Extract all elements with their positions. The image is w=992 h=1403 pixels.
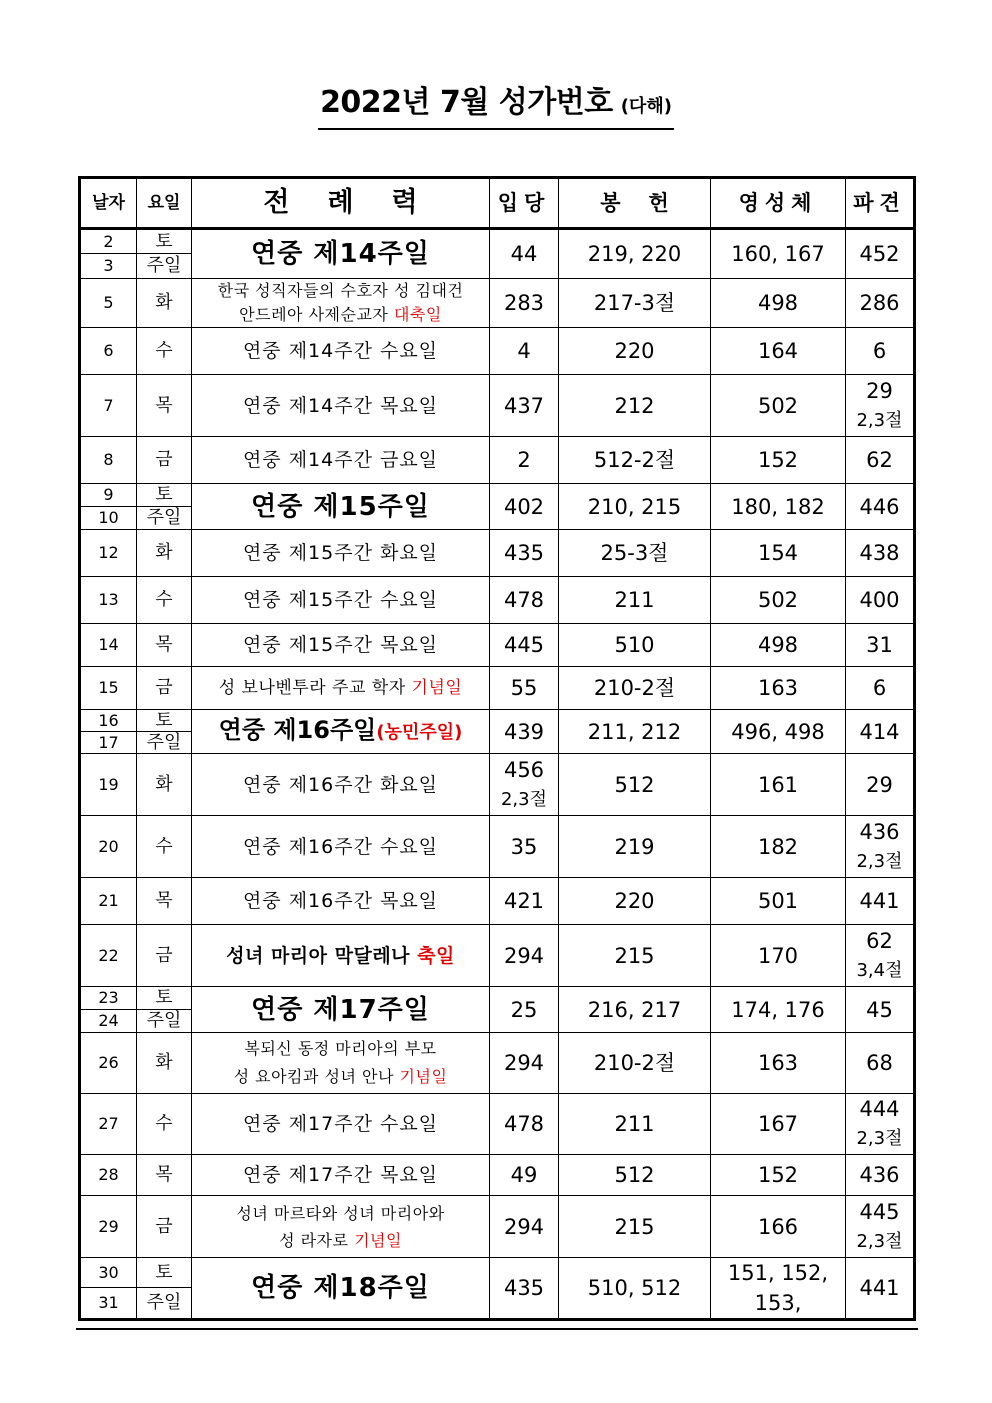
liturgy-cell: 연중 제16주간 수요일 bbox=[192, 816, 490, 878]
communion-cell: 152 bbox=[711, 1155, 846, 1196]
day-cell: 30 bbox=[80, 1258, 137, 1288]
offertory-cell: 211 bbox=[559, 577, 711, 624]
day-cell: 16 bbox=[80, 710, 137, 732]
weekday-cell: 수 bbox=[137, 816, 192, 878]
header-liturgy: 전례력 bbox=[192, 178, 490, 229]
liturgy-line bbox=[192, 303, 489, 327]
entrance-cell: 439 bbox=[490, 710, 559, 754]
liturgy-cell: 연중 제14주일 bbox=[192, 229, 490, 279]
entrance-cell: 2 bbox=[490, 437, 559, 484]
dismissal-cell: 6 bbox=[846, 328, 915, 375]
liturgy-note: (농민주일) bbox=[376, 722, 463, 743]
day-cell: 6 bbox=[80, 328, 137, 375]
entrance-cell: 445 bbox=[490, 624, 559, 667]
table-row bbox=[80, 279, 915, 328]
liturgy-cell: 연중 제14주간 금요일 bbox=[192, 437, 490, 484]
dismissal-cell: 446 bbox=[846, 484, 915, 530]
day-cell: 13 bbox=[80, 577, 137, 624]
communion-cell: 163 bbox=[711, 667, 846, 710]
offertory-cell: 215 bbox=[559, 1196, 711, 1258]
communion-cell: 163 bbox=[711, 1033, 846, 1094]
weekday-cell: 주일 bbox=[137, 732, 192, 754]
day-cell: 21 bbox=[80, 878, 137, 925]
dismissal-verses: 2,3절 bbox=[856, 850, 903, 872]
weekday-cell: 주일 bbox=[137, 1010, 192, 1033]
feast-rank: 축일 bbox=[417, 944, 455, 967]
entrance-cell: 294 bbox=[490, 1196, 559, 1258]
entrance-cell: 35 bbox=[490, 816, 559, 878]
liturgy-line bbox=[192, 1063, 489, 1091]
entrance-cell: 437 bbox=[490, 375, 559, 437]
table-row bbox=[80, 437, 915, 484]
liturgy-cell bbox=[192, 925, 490, 987]
offertory-cell: 210, 215 bbox=[559, 484, 711, 530]
table-row bbox=[80, 328, 915, 375]
entrance-cell: 478 bbox=[490, 1094, 559, 1155]
liturgy-cell: 연중 제14주간 목요일 bbox=[192, 375, 490, 437]
weekday-cell: 목 bbox=[137, 375, 192, 437]
liturgy-cell: 연중 제15주간 목요일 bbox=[192, 624, 490, 667]
header-day: 날자 bbox=[80, 178, 137, 229]
table-row bbox=[80, 816, 915, 878]
communion-cell: 502 bbox=[711, 577, 846, 624]
liturgy-line: 복되신 동정 마리아의 부모 bbox=[244, 1039, 437, 1058]
liturgy-cell bbox=[192, 667, 490, 710]
dismissal-cell: 6 bbox=[846, 667, 915, 710]
dismissal-cell: 286 bbox=[846, 279, 915, 328]
liturgy-text: 성 요아킴과 성녀 안나 bbox=[233, 1067, 400, 1086]
dismissal-cell: 400 bbox=[846, 577, 915, 624]
table-row bbox=[80, 1094, 915, 1155]
liturgy-text: 안드레아 사제순교자 bbox=[239, 305, 394, 324]
communion-cell: 170 bbox=[711, 925, 846, 987]
offertory-cell: 212 bbox=[559, 375, 711, 437]
day-cell: 23 bbox=[80, 987, 137, 1010]
table-row bbox=[80, 1196, 915, 1258]
bottom-rule bbox=[76, 1328, 918, 1330]
liturgy-cell: 연중 제15주간 화요일 bbox=[192, 530, 490, 577]
table-row bbox=[80, 987, 915, 1010]
communion-cell: 180, 182 bbox=[711, 484, 846, 530]
offertory-cell: 211 bbox=[559, 1094, 711, 1155]
day-cell: 14 bbox=[80, 624, 137, 667]
table-row bbox=[80, 375, 915, 437]
liturgy-line: 성녀 마르타와 성녀 마리아와 bbox=[236, 1203, 445, 1223]
day-cell: 28 bbox=[80, 1155, 137, 1196]
liturgy-cell bbox=[192, 1033, 490, 1094]
dismissal-cell bbox=[846, 1094, 915, 1155]
feast-rank: 대축일 bbox=[393, 305, 442, 324]
weekday-cell: 목 bbox=[137, 624, 192, 667]
liturgy-cell: 연중 제16주간 목요일 bbox=[192, 878, 490, 925]
communion-cell: 182 bbox=[711, 816, 846, 878]
day-cell: 27 bbox=[80, 1094, 137, 1155]
offertory-cell: 25-3절 bbox=[559, 530, 711, 577]
day-cell: 22 bbox=[80, 925, 137, 987]
offertory-cell: 220 bbox=[559, 328, 711, 375]
dismissal-cell: 31 bbox=[846, 624, 915, 667]
liturgy-line bbox=[192, 1227, 489, 1254]
weekday-cell: 금 bbox=[137, 925, 192, 987]
communion-cell: 501 bbox=[711, 878, 846, 925]
weekday-cell: 수 bbox=[137, 577, 192, 624]
dismissal-cell bbox=[846, 816, 915, 878]
communion-cell: 174, 176 bbox=[711, 987, 846, 1033]
entrance-cell: 55 bbox=[490, 667, 559, 710]
liturgy-cell: 연중 제15주일 bbox=[192, 484, 490, 530]
entrance-cell: 421 bbox=[490, 878, 559, 925]
table-row bbox=[80, 925, 915, 987]
entrance-cell: 44 bbox=[490, 229, 559, 279]
day-cell: 12 bbox=[80, 530, 137, 577]
communion-cell: 498 bbox=[711, 624, 846, 667]
entrance-verses: 2,3절 bbox=[500, 788, 547, 810]
entrance-cell: 478 bbox=[490, 577, 559, 624]
entrance-cell: 402 bbox=[490, 484, 559, 530]
table-row bbox=[80, 484, 915, 507]
dismissal-number: 436 bbox=[859, 819, 900, 844]
dismissal-number: 445 bbox=[859, 1199, 900, 1224]
offertory-cell: 211, 212 bbox=[559, 710, 711, 754]
dismissal-cell: 45 bbox=[846, 987, 915, 1033]
weekday-cell: 화 bbox=[137, 1033, 192, 1094]
day-cell: 15 bbox=[80, 667, 137, 710]
entrance-cell: 435 bbox=[490, 1258, 559, 1320]
table-row bbox=[80, 1155, 915, 1196]
title-main: 2022년 7월 성가번호 bbox=[320, 85, 613, 120]
day-cell: 24 bbox=[80, 1010, 137, 1033]
day-cell: 10 bbox=[80, 507, 137, 530]
communion-cell: 152 bbox=[711, 437, 846, 484]
liturgy-cell: 연중 제16주간 화요일 bbox=[192, 754, 490, 816]
weekday-cell: 화 bbox=[137, 530, 192, 577]
entrance-cell: 435 bbox=[490, 530, 559, 577]
communion-cell: 166 bbox=[711, 1196, 846, 1258]
weekday-cell: 토 bbox=[137, 1258, 192, 1288]
entrance-cell: 294 bbox=[490, 925, 559, 987]
day-cell: 26 bbox=[80, 1033, 137, 1094]
dismissal-verses: 3,4절 bbox=[856, 959, 903, 981]
communion-cell: 496, 498 bbox=[711, 710, 846, 754]
weekday-cell: 금 bbox=[137, 1196, 192, 1258]
day-cell: 20 bbox=[80, 816, 137, 878]
liturgy-cell: 연중 제18주일 bbox=[192, 1258, 490, 1320]
communion-cell: 164 bbox=[711, 328, 846, 375]
communion-line: 153, bbox=[754, 1291, 802, 1315]
liturgy-text: 성 보나벤투라 주교 학자 bbox=[218, 678, 412, 698]
dismissal-cell: 436 bbox=[846, 1155, 915, 1196]
communion-cell: 498 bbox=[711, 279, 846, 328]
communion-cell: 167 bbox=[711, 1094, 846, 1155]
day-cell: 31 bbox=[80, 1288, 137, 1320]
weekday-cell: 토 bbox=[137, 484, 192, 507]
weekday-cell: 목 bbox=[137, 1155, 192, 1196]
weekday-cell: 수 bbox=[137, 328, 192, 375]
day-cell: 17 bbox=[80, 732, 137, 754]
liturgy-cell: 연중 제14주간 수요일 bbox=[192, 328, 490, 375]
header-communion: 영성체 bbox=[711, 178, 846, 229]
weekday-cell: 화 bbox=[137, 279, 192, 328]
weekday-cell: 토 bbox=[137, 229, 192, 254]
entrance-cell: 49 bbox=[490, 1155, 559, 1196]
offertory-cell: 210-2절 bbox=[559, 1033, 711, 1094]
dismissal-cell bbox=[846, 375, 915, 437]
entrance-number: 456 bbox=[503, 757, 545, 782]
dismissal-cell: 414 bbox=[846, 710, 915, 754]
header-offertory: 봉헌 bbox=[559, 178, 711, 229]
communion-line: 151, 152, bbox=[727, 1261, 829, 1285]
day-cell: 19 bbox=[80, 754, 137, 816]
liturgy-cell bbox=[192, 1196, 490, 1258]
day-cell: 8 bbox=[80, 437, 137, 484]
liturgy-cell bbox=[192, 279, 490, 328]
dismissal-cell bbox=[846, 925, 915, 987]
dismissal-number: 444 bbox=[859, 1097, 900, 1121]
weekday-cell: 주일 bbox=[137, 1288, 192, 1320]
weekday-cell: 목 bbox=[137, 878, 192, 925]
liturgy-cell: 연중 제17주간 목요일 bbox=[192, 1155, 490, 1196]
entrance-cell bbox=[490, 754, 559, 816]
offertory-cell: 219 bbox=[559, 816, 711, 878]
offertory-cell: 220 bbox=[559, 878, 711, 925]
liturgy-line: 한국 성직자들의 수호자 성 김대건 bbox=[217, 281, 464, 300]
liturgy-cell: 연중 제15주간 수요일 bbox=[192, 577, 490, 624]
table-row bbox=[80, 1033, 915, 1094]
weekday-cell: 주일 bbox=[137, 507, 192, 530]
dismissal-verses: 2,3절 bbox=[856, 1128, 903, 1149]
table-row bbox=[80, 577, 915, 624]
table-row bbox=[80, 530, 915, 577]
table-row bbox=[80, 229, 915, 254]
communion-cell: 161 bbox=[711, 754, 846, 816]
offertory-cell: 512-2절 bbox=[559, 437, 711, 484]
table-row bbox=[80, 710, 915, 732]
day-cell: 9 bbox=[80, 484, 137, 507]
liturgy-cell: 연중 제17주간 수요일 bbox=[192, 1094, 490, 1155]
dismissal-cell: 62 bbox=[846, 437, 915, 484]
offertory-cell: 217-3절 bbox=[559, 279, 711, 328]
offertory-cell: 510 bbox=[559, 624, 711, 667]
table-row bbox=[80, 667, 915, 710]
weekday-cell: 토 bbox=[137, 987, 192, 1010]
dismissal-cell bbox=[846, 1196, 915, 1258]
entrance-cell: 294 bbox=[490, 1033, 559, 1094]
day-cell: 7 bbox=[80, 375, 137, 437]
day-cell: 29 bbox=[80, 1196, 137, 1258]
weekday-cell: 토 bbox=[137, 710, 192, 732]
dismissal-verses: 2,3절 bbox=[856, 1230, 903, 1252]
offertory-cell: 510, 512 bbox=[559, 1258, 711, 1320]
communion-cell: 154 bbox=[711, 530, 846, 577]
entrance-cell: 283 bbox=[490, 279, 559, 328]
offertory-cell: 216, 217 bbox=[559, 987, 711, 1033]
liturgy-text: 연중 제16주일 bbox=[218, 716, 377, 744]
feast-rank: 기념일 bbox=[399, 1067, 448, 1086]
page-title bbox=[0, 84, 992, 130]
offertory-cell: 219, 220 bbox=[559, 229, 711, 279]
header-dismissal: 파견 bbox=[846, 178, 915, 229]
entrance-cell: 25 bbox=[490, 987, 559, 1033]
entrance-cell: 4 bbox=[490, 328, 559, 375]
communion-cell bbox=[711, 1258, 846, 1320]
table-row bbox=[80, 624, 915, 667]
header-entrance: 입당 bbox=[490, 178, 559, 229]
feast-rank: 기념일 bbox=[411, 678, 463, 698]
table-row bbox=[80, 754, 915, 816]
hymn-schedule-table bbox=[78, 176, 916, 1321]
dismissal-cell: 68 bbox=[846, 1033, 915, 1094]
weekday-cell: 주일 bbox=[137, 254, 192, 279]
weekday-cell: 금 bbox=[137, 667, 192, 710]
day-cell: 2 bbox=[80, 229, 137, 254]
communion-cell: 160, 167 bbox=[711, 229, 846, 279]
dismissal-cell: 441 bbox=[846, 1258, 915, 1320]
dismissal-cell: 29 bbox=[846, 754, 915, 816]
day-cell: 3 bbox=[80, 254, 137, 279]
table-row bbox=[80, 878, 915, 925]
weekday-cell: 금 bbox=[137, 437, 192, 484]
title-subtitle: (다해) bbox=[620, 96, 672, 117]
liturgy-cell bbox=[192, 710, 490, 754]
weekday-cell: 화 bbox=[137, 754, 192, 816]
header-row bbox=[80, 178, 915, 229]
communion-cell: 502 bbox=[711, 375, 846, 437]
dismissal-number: 29 bbox=[866, 378, 893, 403]
dismissal-cell: 452 bbox=[846, 229, 915, 279]
offertory-cell: 512 bbox=[559, 754, 711, 816]
dismissal-cell: 441 bbox=[846, 878, 915, 925]
dismissal-cell: 438 bbox=[846, 530, 915, 577]
liturgy-cell: 연중 제17주일 bbox=[192, 987, 490, 1033]
weekday-cell: 수 bbox=[137, 1094, 192, 1155]
liturgy-text: 성녀 마리아 막달레나 bbox=[226, 944, 418, 967]
day-cell: 5 bbox=[80, 279, 137, 328]
offertory-cell: 512 bbox=[559, 1155, 711, 1196]
feast-rank: 기념일 bbox=[354, 1230, 402, 1250]
table-row bbox=[80, 1258, 915, 1288]
dismissal-verses: 2,3절 bbox=[856, 409, 903, 431]
liturgy-text: 성 라자로 bbox=[279, 1230, 355, 1250]
offertory-cell: 210-2절 bbox=[559, 667, 711, 710]
offertory-cell: 215 bbox=[559, 925, 711, 987]
dismissal-number: 62 bbox=[866, 928, 893, 953]
header-weekday: 요일 bbox=[137, 178, 192, 229]
